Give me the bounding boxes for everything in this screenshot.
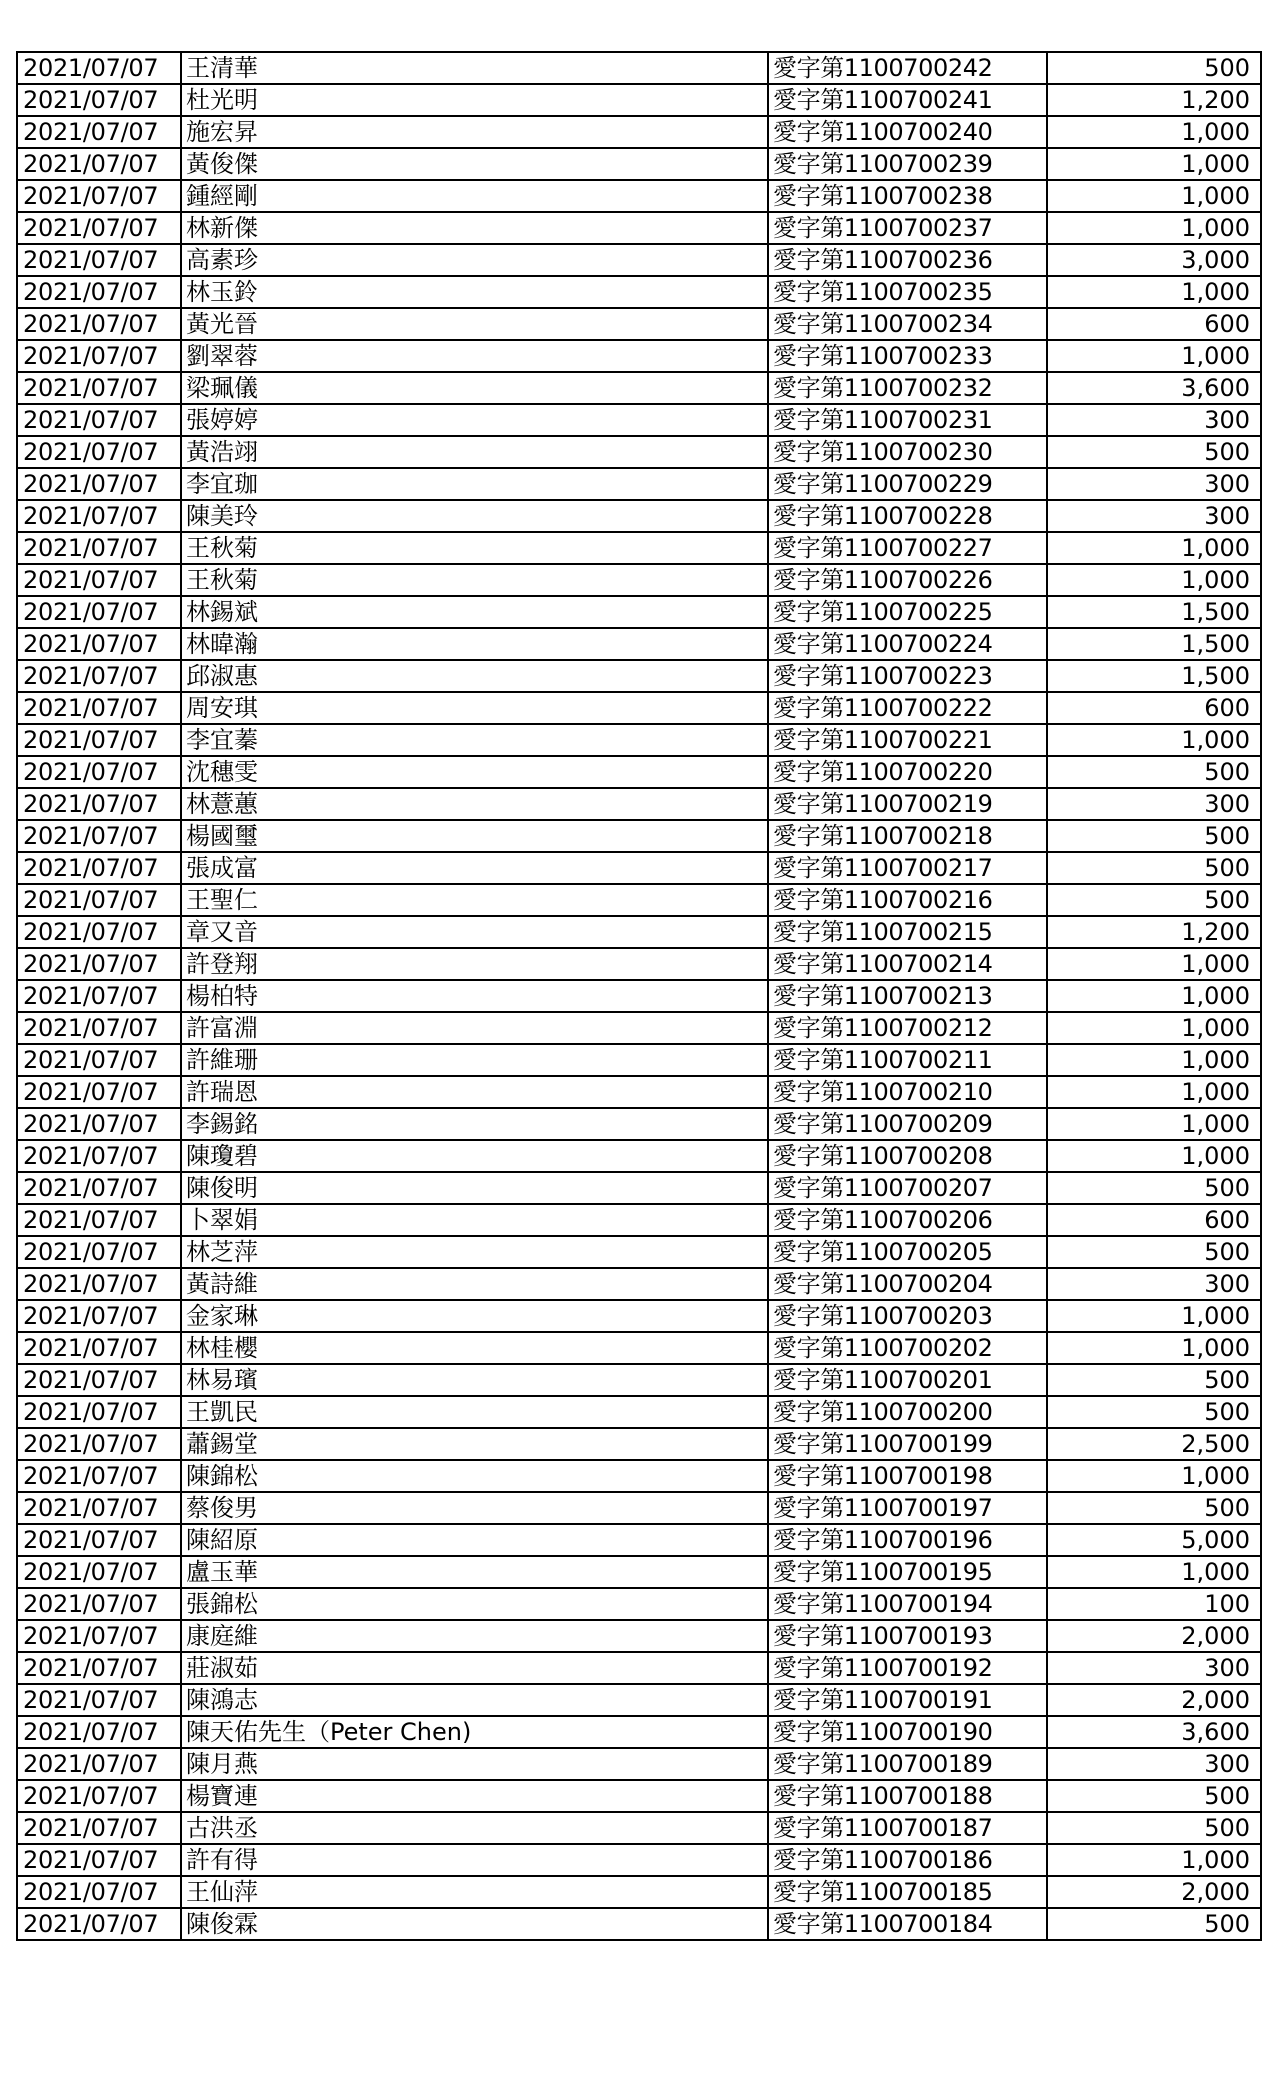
amount-cell: 1,200: [1047, 84, 1261, 116]
date-cell: 2021/07/07: [17, 980, 181, 1012]
donation-table-body: [17, 52, 1261, 1940]
receipt-number-cell: 愛字第1100700201: [768, 1364, 1047, 1396]
date-cell: 2021/07/07: [17, 180, 181, 212]
amount-cell: 1,000: [1047, 340, 1261, 372]
donor-name-cell: 林錫斌: [181, 596, 768, 628]
donor-name-cell: 許維珊: [181, 1044, 768, 1076]
table-row: [17, 628, 1261, 660]
receipt-number-cell: 愛字第1100700192: [768, 1652, 1047, 1684]
receipt-number-cell: 愛字第1100700203: [768, 1300, 1047, 1332]
table-row: [17, 340, 1261, 372]
receipt-number-cell: 愛字第1100700185: [768, 1876, 1047, 1908]
amount-cell: 1,000: [1047, 564, 1261, 596]
amount-cell: 300: [1047, 500, 1261, 532]
donor-name-cell: 王凱民: [181, 1396, 768, 1428]
table-row: [17, 1332, 1261, 1364]
receipt-number-cell: 愛字第1100700240: [768, 116, 1047, 148]
donor-name-cell: 李宜蓁: [181, 724, 768, 756]
receipt-number-cell: 愛字第1100700210: [768, 1076, 1047, 1108]
amount-cell: 1,000: [1047, 180, 1261, 212]
date-cell: 2021/07/07: [17, 340, 181, 372]
donor-name-cell: 鍾經剛: [181, 180, 768, 212]
donor-name-cell: 王清華: [181, 52, 768, 84]
donor-name-cell: 蕭錫堂: [181, 1428, 768, 1460]
date-cell: 2021/07/07: [17, 212, 181, 244]
date-cell: 2021/07/07: [17, 692, 181, 724]
amount-cell: 3,600: [1047, 372, 1261, 404]
table-row: [17, 1204, 1261, 1236]
receipt-number-cell: 愛字第1100700207: [768, 1172, 1047, 1204]
date-cell: 2021/07/07: [17, 1364, 181, 1396]
donor-name-cell: 張婷婷: [181, 404, 768, 436]
amount-cell: 300: [1047, 788, 1261, 820]
receipt-number-cell: 愛字第1100700236: [768, 244, 1047, 276]
date-cell: 2021/07/07: [17, 1524, 181, 1556]
date-cell: 2021/07/07: [17, 532, 181, 564]
amount-cell: 1,000: [1047, 116, 1261, 148]
table-row: [17, 148, 1261, 180]
date-cell: 2021/07/07: [17, 116, 181, 148]
table-row: [17, 660, 1261, 692]
donor-name-cell: 陳天佑先生（Peter Chen): [181, 1716, 768, 1748]
date-cell: 2021/07/07: [17, 852, 181, 884]
date-cell: 2021/07/07: [17, 1044, 181, 1076]
receipt-number-cell: 愛字第1100700213: [768, 980, 1047, 1012]
date-cell: 2021/07/07: [17, 52, 181, 84]
donation-table: [16, 51, 1262, 1941]
date-cell: 2021/07/07: [17, 1268, 181, 1300]
date-cell: 2021/07/07: [17, 820, 181, 852]
table-row: [17, 436, 1261, 468]
donor-name-cell: 楊柏特: [181, 980, 768, 1012]
donor-name-cell: 林暐瀚: [181, 628, 768, 660]
receipt-number-cell: 愛字第1100700221: [768, 724, 1047, 756]
table-row: [17, 692, 1261, 724]
donor-name-cell: 金家琳: [181, 1300, 768, 1332]
date-cell: 2021/07/07: [17, 468, 181, 500]
table-row: [17, 1716, 1261, 1748]
receipt-number-cell: 愛字第1100700242: [768, 52, 1047, 84]
donor-name-cell: 林薏蕙: [181, 788, 768, 820]
donor-name-cell: 杜光明: [181, 84, 768, 116]
table-row: [17, 52, 1261, 84]
table-row: [17, 1460, 1261, 1492]
table-row: [17, 1780, 1261, 1812]
receipt-number-cell: 愛字第1100700214: [768, 948, 1047, 980]
amount-cell: 1,000: [1047, 724, 1261, 756]
table-row: [17, 1236, 1261, 1268]
table-row: [17, 1748, 1261, 1780]
donor-name-cell: 王聖仁: [181, 884, 768, 916]
date-cell: 2021/07/07: [17, 596, 181, 628]
date-cell: 2021/07/07: [17, 372, 181, 404]
donor-name-cell: 古洪丞: [181, 1812, 768, 1844]
amount-cell: 2,000: [1047, 1876, 1261, 1908]
donor-name-cell: 許登翔: [181, 948, 768, 980]
amount-cell: 1,000: [1047, 276, 1261, 308]
date-cell: 2021/07/07: [17, 1684, 181, 1716]
table-row: [17, 1556, 1261, 1588]
donor-name-cell: 梁珮儀: [181, 372, 768, 404]
date-cell: 2021/07/07: [17, 1556, 181, 1588]
receipt-number-cell: 愛字第1100700216: [768, 884, 1047, 916]
amount-cell: 500: [1047, 852, 1261, 884]
table-row: [17, 180, 1261, 212]
donor-name-cell: 陳紹原: [181, 1524, 768, 1556]
table-row: [17, 820, 1261, 852]
table-row: [17, 1044, 1261, 1076]
receipt-number-cell: 愛字第1100700193: [768, 1620, 1047, 1652]
receipt-number-cell: 愛字第1100700189: [768, 1748, 1047, 1780]
table-row: [17, 1172, 1261, 1204]
date-cell: 2021/07/07: [17, 500, 181, 532]
date-cell: 2021/07/07: [17, 1428, 181, 1460]
receipt-number-cell: 愛字第1100700187: [768, 1812, 1047, 1844]
receipt-number-cell: 愛字第1100700209: [768, 1108, 1047, 1140]
table-row: [17, 116, 1261, 148]
amount-cell: 1,200: [1047, 916, 1261, 948]
donor-name-cell: 陳瓊碧: [181, 1140, 768, 1172]
date-cell: 2021/07/07: [17, 1108, 181, 1140]
date-cell: 2021/07/07: [17, 308, 181, 340]
date-cell: 2021/07/07: [17, 1076, 181, 1108]
date-cell: 2021/07/07: [17, 1844, 181, 1876]
receipt-number-cell: 愛字第1100700194: [768, 1588, 1047, 1620]
donor-name-cell: 陳月燕: [181, 1748, 768, 1780]
table-row: [17, 852, 1261, 884]
receipt-number-cell: 愛字第1100700205: [768, 1236, 1047, 1268]
donor-name-cell: 陳俊霖: [181, 1908, 768, 1940]
receipt-number-cell: 愛字第1100700222: [768, 692, 1047, 724]
amount-cell: 100: [1047, 1588, 1261, 1620]
donor-name-cell: 林芝萍: [181, 1236, 768, 1268]
donor-name-cell: 陳鴻志: [181, 1684, 768, 1716]
amount-cell: 500: [1047, 1812, 1261, 1844]
date-cell: 2021/07/07: [17, 884, 181, 916]
table-row: [17, 244, 1261, 276]
amount-cell: 1,000: [1047, 1556, 1261, 1588]
amount-cell: 600: [1047, 1204, 1261, 1236]
receipt-number-cell: 愛字第1100700230: [768, 436, 1047, 468]
table-row: [17, 1620, 1261, 1652]
amount-cell: 500: [1047, 820, 1261, 852]
amount-cell: 1,000: [1047, 1332, 1261, 1364]
amount-cell: 500: [1047, 436, 1261, 468]
donor-name-cell: 王仙萍: [181, 1876, 768, 1908]
amount-cell: 1,000: [1047, 1076, 1261, 1108]
date-cell: 2021/07/07: [17, 1204, 181, 1236]
amount-cell: 1,000: [1047, 532, 1261, 564]
amount-cell: 3,000: [1047, 244, 1261, 276]
receipt-number-cell: 愛字第1100700196: [768, 1524, 1047, 1556]
donor-name-cell: 張錦松: [181, 1588, 768, 1620]
date-cell: 2021/07/07: [17, 1716, 181, 1748]
receipt-number-cell: 愛字第1100700208: [768, 1140, 1047, 1172]
donor-name-cell: 李錫銘: [181, 1108, 768, 1140]
receipt-number-cell: 愛字第1100700220: [768, 756, 1047, 788]
amount-cell: 500: [1047, 884, 1261, 916]
amount-cell: 500: [1047, 1364, 1261, 1396]
donor-name-cell: 林桂櫻: [181, 1332, 768, 1364]
amount-cell: 1,000: [1047, 212, 1261, 244]
receipt-number-cell: 愛字第1100700238: [768, 180, 1047, 212]
amount-cell: 300: [1047, 468, 1261, 500]
table-row: [17, 1588, 1261, 1620]
receipt-number-cell: 愛字第1100700229: [768, 468, 1047, 500]
table-row: [17, 1076, 1261, 1108]
date-cell: 2021/07/07: [17, 948, 181, 980]
amount-cell: 1,000: [1047, 1044, 1261, 1076]
donor-name-cell: 許有得: [181, 1844, 768, 1876]
table-row: [17, 1108, 1261, 1140]
date-cell: 2021/07/07: [17, 404, 181, 436]
donor-name-cell: 黃詩維: [181, 1268, 768, 1300]
table-row: [17, 1652, 1261, 1684]
date-cell: 2021/07/07: [17, 1812, 181, 1844]
date-cell: 2021/07/07: [17, 1908, 181, 1940]
amount-cell: 1,000: [1047, 1844, 1261, 1876]
amount-cell: 2,500: [1047, 1428, 1261, 1460]
receipt-number-cell: 愛字第1100700190: [768, 1716, 1047, 1748]
receipt-number-cell: 愛字第1100700237: [768, 212, 1047, 244]
date-cell: 2021/07/07: [17, 276, 181, 308]
receipt-number-cell: 愛字第1100700232: [768, 372, 1047, 404]
donor-name-cell: 許富淵: [181, 1012, 768, 1044]
receipt-number-cell: 愛字第1100700212: [768, 1012, 1047, 1044]
amount-cell: 500: [1047, 756, 1261, 788]
table-row: [17, 1300, 1261, 1332]
receipt-number-cell: 愛字第1100700225: [768, 596, 1047, 628]
date-cell: 2021/07/07: [17, 1172, 181, 1204]
donor-name-cell: 盧玉華: [181, 1556, 768, 1588]
amount-cell: 1,000: [1047, 980, 1261, 1012]
table-row: [17, 1140, 1261, 1172]
receipt-number-cell: 愛字第1100700224: [768, 628, 1047, 660]
table-row: [17, 404, 1261, 436]
receipt-number-cell: 愛字第1100700217: [768, 852, 1047, 884]
donor-name-cell: 康庭維: [181, 1620, 768, 1652]
receipt-number-cell: 愛字第1100700200: [768, 1396, 1047, 1428]
amount-cell: 300: [1047, 1268, 1261, 1300]
donor-name-cell: 劉翠蓉: [181, 340, 768, 372]
table-row: [17, 1396, 1261, 1428]
donor-name-cell: 莊淑茹: [181, 1652, 768, 1684]
amount-cell: 500: [1047, 1172, 1261, 1204]
receipt-number-cell: 愛字第1100700228: [768, 500, 1047, 532]
table-row: [17, 212, 1261, 244]
receipt-number-cell: 愛字第1100700191: [768, 1684, 1047, 1716]
date-cell: 2021/07/07: [17, 1396, 181, 1428]
amount-cell: 1,000: [1047, 1460, 1261, 1492]
amount-cell: 1,000: [1047, 1108, 1261, 1140]
date-cell: 2021/07/07: [17, 1140, 181, 1172]
date-cell: 2021/07/07: [17, 1236, 181, 1268]
table-row: [17, 1268, 1261, 1300]
receipt-number-cell: 愛字第1100700206: [768, 1204, 1047, 1236]
table-row: [17, 1844, 1261, 1876]
donor-name-cell: 黃浩翊: [181, 436, 768, 468]
donor-name-cell: 卜翠娟: [181, 1204, 768, 1236]
amount-cell: 500: [1047, 1780, 1261, 1812]
date-cell: 2021/07/07: [17, 788, 181, 820]
amount-cell: 500: [1047, 1492, 1261, 1524]
table-row: [17, 596, 1261, 628]
receipt-number-cell: 愛字第1100700215: [768, 916, 1047, 948]
amount-cell: 500: [1047, 1908, 1261, 1940]
table-row: [17, 532, 1261, 564]
receipt-number-cell: 愛字第1100700204: [768, 1268, 1047, 1300]
table-row: [17, 308, 1261, 340]
receipt-number-cell: 愛字第1100700218: [768, 820, 1047, 852]
receipt-number-cell: 愛字第1100700223: [768, 660, 1047, 692]
table-row: [17, 916, 1261, 948]
date-cell: 2021/07/07: [17, 1780, 181, 1812]
date-cell: 2021/07/07: [17, 1652, 181, 1684]
date-cell: 2021/07/07: [17, 1332, 181, 1364]
amount-cell: 500: [1047, 1396, 1261, 1428]
donor-name-cell: 許瑞恩: [181, 1076, 768, 1108]
date-cell: 2021/07/07: [17, 148, 181, 180]
donor-name-cell: 楊國璽: [181, 820, 768, 852]
receipt-number-cell: 愛字第1100700239: [768, 148, 1047, 180]
donor-name-cell: 林玉鈴: [181, 276, 768, 308]
receipt-number-cell: 愛字第1100700241: [768, 84, 1047, 116]
receipt-number-cell: 愛字第1100700219: [768, 788, 1047, 820]
table-row: [17, 500, 1261, 532]
amount-cell: 5,000: [1047, 1524, 1261, 1556]
donor-name-cell: 王秋菊: [181, 564, 768, 596]
table-row: [17, 1012, 1261, 1044]
date-cell: 2021/07/07: [17, 1876, 181, 1908]
amount-cell: 600: [1047, 692, 1261, 724]
amount-cell: 300: [1047, 1748, 1261, 1780]
amount-cell: 1,000: [1047, 148, 1261, 180]
table-row: [17, 1492, 1261, 1524]
donor-name-cell: 施宏昇: [181, 116, 768, 148]
donor-name-cell: 李宜珈: [181, 468, 768, 500]
amount-cell: 300: [1047, 404, 1261, 436]
amount-cell: 2,000: [1047, 1684, 1261, 1716]
date-cell: 2021/07/07: [17, 436, 181, 468]
receipt-number-cell: 愛字第1100700195: [768, 1556, 1047, 1588]
table-row: [17, 884, 1261, 916]
amount-cell: 1,500: [1047, 596, 1261, 628]
receipt-number-cell: 愛字第1100700211: [768, 1044, 1047, 1076]
amount-cell: 1,500: [1047, 628, 1261, 660]
donor-name-cell: 王秋菊: [181, 532, 768, 564]
receipt-number-cell: 愛字第1100700186: [768, 1844, 1047, 1876]
receipt-number-cell: 愛字第1100700197: [768, 1492, 1047, 1524]
date-cell: 2021/07/07: [17, 724, 181, 756]
date-cell: 2021/07/07: [17, 84, 181, 116]
date-cell: 2021/07/07: [17, 1588, 181, 1620]
amount-cell: 3,600: [1047, 1716, 1261, 1748]
amount-cell: 600: [1047, 308, 1261, 340]
date-cell: 2021/07/07: [17, 1460, 181, 1492]
receipt-number-cell: 愛字第1100700199: [768, 1428, 1047, 1460]
donor-name-cell: 章又音: [181, 916, 768, 948]
table-row: [17, 276, 1261, 308]
receipt-number-cell: 愛字第1100700233: [768, 340, 1047, 372]
table-row: [17, 756, 1261, 788]
date-cell: 2021/07/07: [17, 1300, 181, 1332]
donor-name-cell: 林易璸: [181, 1364, 768, 1396]
receipt-number-cell: 愛字第1100700231: [768, 404, 1047, 436]
donor-name-cell: 蔡俊男: [181, 1492, 768, 1524]
date-cell: 2021/07/07: [17, 244, 181, 276]
table-row: [17, 1524, 1261, 1556]
date-cell: 2021/07/07: [17, 628, 181, 660]
table-row: [17, 788, 1261, 820]
table-row: [17, 1908, 1261, 1940]
amount-cell: 2,000: [1047, 1620, 1261, 1652]
amount-cell: 500: [1047, 52, 1261, 84]
amount-cell: 500: [1047, 1236, 1261, 1268]
donor-name-cell: 邱淑惠: [181, 660, 768, 692]
amount-cell: 300: [1047, 1652, 1261, 1684]
date-cell: 2021/07/07: [17, 1012, 181, 1044]
receipt-number-cell: 愛字第1100700188: [768, 1780, 1047, 1812]
table-row: [17, 1428, 1261, 1460]
receipt-number-cell: 愛字第1100700235: [768, 276, 1047, 308]
receipt-number-cell: 愛字第1100700234: [768, 308, 1047, 340]
date-cell: 2021/07/07: [17, 1492, 181, 1524]
table-row: [17, 84, 1261, 116]
amount-cell: 1,500: [1047, 660, 1261, 692]
donor-name-cell: 張成富: [181, 852, 768, 884]
table-row: [17, 372, 1261, 404]
table-row: [17, 1812, 1261, 1844]
donor-name-cell: 沈穗雯: [181, 756, 768, 788]
table-row: [17, 980, 1261, 1012]
date-cell: 2021/07/07: [17, 1620, 181, 1652]
donor-name-cell: 陳美玲: [181, 500, 768, 532]
amount-cell: 1,000: [1047, 1300, 1261, 1332]
amount-cell: 1,000: [1047, 1012, 1261, 1044]
table-row: [17, 564, 1261, 596]
receipt-number-cell: 愛字第1100700198: [768, 1460, 1047, 1492]
donor-name-cell: 陳錦松: [181, 1460, 768, 1492]
donor-name-cell: 黃俊傑: [181, 148, 768, 180]
amount-cell: 1,000: [1047, 948, 1261, 980]
donor-name-cell: 楊寶連: [181, 1780, 768, 1812]
table-row: [17, 1364, 1261, 1396]
donor-name-cell: 高素珍: [181, 244, 768, 276]
table-row: [17, 948, 1261, 980]
donor-name-cell: 陳俊明: [181, 1172, 768, 1204]
table-row: [17, 1684, 1261, 1716]
date-cell: 2021/07/07: [17, 564, 181, 596]
donor-name-cell: 周安琪: [181, 692, 768, 724]
receipt-number-cell: 愛字第1100700226: [768, 564, 1047, 596]
table-row: [17, 1876, 1261, 1908]
receipt-number-cell: 愛字第1100700227: [768, 532, 1047, 564]
date-cell: 2021/07/07: [17, 916, 181, 948]
date-cell: 2021/07/07: [17, 756, 181, 788]
table-row: [17, 724, 1261, 756]
receipt-number-cell: 愛字第1100700202: [768, 1332, 1047, 1364]
date-cell: 2021/07/07: [17, 1748, 181, 1780]
table-row: [17, 468, 1261, 500]
receipt-number-cell: 愛字第1100700184: [768, 1908, 1047, 1940]
date-cell: 2021/07/07: [17, 660, 181, 692]
donor-name-cell: 林新傑: [181, 212, 768, 244]
amount-cell: 1,000: [1047, 1140, 1261, 1172]
donor-name-cell: 黃光晉: [181, 308, 768, 340]
